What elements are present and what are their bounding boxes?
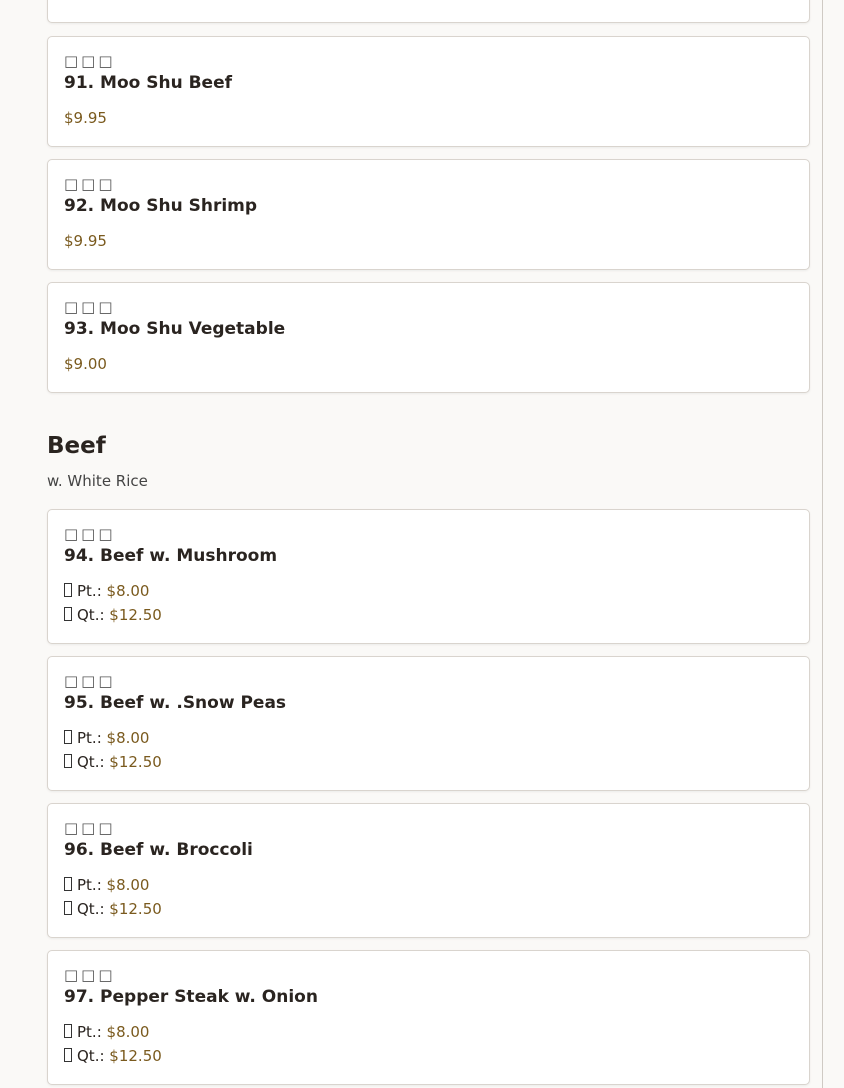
checkbox-icon xyxy=(64,1024,72,1038)
item-name: 95. Beef w. .Snow Peas xyxy=(64,693,287,713)
checkbox-icon xyxy=(64,754,72,768)
size-label: Pt.: xyxy=(77,729,102,747)
chinese-name: □□□ xyxy=(64,298,116,316)
section-title: Beef xyxy=(47,433,106,459)
chinese-name: □□□ xyxy=(64,819,116,837)
menu-item-card[interactable] xyxy=(47,509,810,644)
pint-price-row xyxy=(64,875,149,895)
section-subtitle: w. White Rice xyxy=(47,472,148,490)
checkbox-icon xyxy=(64,583,72,597)
item-price: $9.00 xyxy=(64,355,107,373)
chinese-name: □□□ xyxy=(64,525,116,543)
menu-item-card[interactable] xyxy=(47,282,810,393)
menu-item-card[interactable] xyxy=(47,803,810,938)
checkbox-icon xyxy=(64,901,72,915)
menu-item-card[interactable] xyxy=(47,159,810,270)
size-price: $12.50 xyxy=(109,753,162,771)
checkbox-icon xyxy=(64,730,72,744)
menu-item-card[interactable] xyxy=(47,950,810,1085)
size-label: Pt.: xyxy=(77,582,102,600)
size-price: $12.50 xyxy=(109,1047,162,1065)
size-label: Pt.: xyxy=(77,1023,102,1041)
pint-price-row xyxy=(64,1022,149,1042)
item-name: 96. Beef w. Broccoli xyxy=(64,840,253,860)
size-label: Qt.: xyxy=(77,606,105,624)
size-label: Qt.: xyxy=(77,900,105,918)
item-name: 92. Moo Shu Shrimp xyxy=(64,196,258,216)
item-name: 94. Beef w. Mushroom xyxy=(64,546,278,566)
size-price: $12.50 xyxy=(109,606,162,624)
item-name: 93. Moo Shu Vegetable xyxy=(64,319,286,339)
menu-item-card[interactable] xyxy=(47,36,810,147)
item-price: $9.95 xyxy=(64,232,107,250)
size-price: $8.00 xyxy=(106,582,150,600)
item-price: $9.95 xyxy=(64,109,107,127)
item-name: 91. Moo Shu Beef xyxy=(64,73,233,93)
quart-price-row xyxy=(64,605,162,625)
checkbox-icon xyxy=(64,607,72,621)
pint-price-row xyxy=(64,728,149,748)
size-price: $8.00 xyxy=(106,729,150,747)
chinese-name: □□□ xyxy=(64,175,116,193)
checkbox-icon xyxy=(64,1048,72,1062)
pint-price-row xyxy=(64,581,149,601)
size-price: $8.00 xyxy=(106,1023,150,1041)
size-price: $8.00 xyxy=(106,876,150,894)
size-price: $12.50 xyxy=(109,900,162,918)
item-name: 97. Pepper Steak w. Onion xyxy=(64,987,318,1007)
quart-price-row xyxy=(64,899,162,919)
size-label: Qt.: xyxy=(77,1047,105,1065)
checkbox-icon xyxy=(64,877,72,891)
menu-item-card-partial xyxy=(47,0,810,23)
chinese-name: □□□ xyxy=(64,966,116,984)
scroll-edge-divider xyxy=(822,0,823,1088)
menu-item-card[interactable] xyxy=(47,656,810,791)
quart-price-row xyxy=(64,752,162,772)
chinese-name: □□□ xyxy=(64,52,116,70)
size-label: Pt.: xyxy=(77,876,102,894)
quart-price-row xyxy=(64,1046,162,1066)
chinese-name: □□□ xyxy=(64,672,116,690)
size-label: Qt.: xyxy=(77,753,105,771)
